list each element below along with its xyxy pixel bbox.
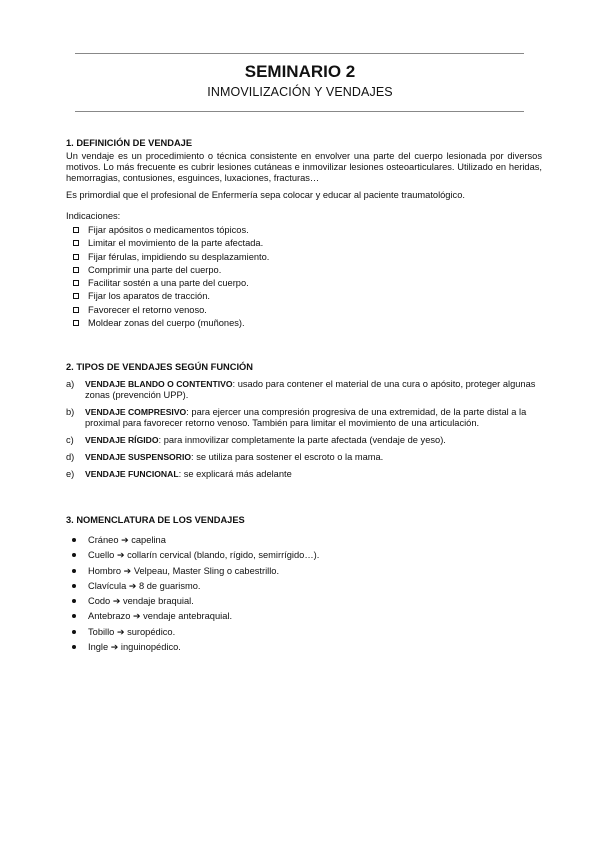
list-item: a) VENDAJE BLANDO O CONTENTIVO: usado para contener el material de una cura o apósito, proteger algunas zonas (prevención UPP). [66, 379, 536, 400]
right-arrow-icon: ➔ [121, 536, 129, 546]
checkbox-bullet-icon [73, 267, 79, 273]
list-item: c) VENDAJE RÍGIDO: para inmovilizar completamente la parte afectada (vendaje de yeso). [66, 435, 446, 445]
list-item: Cuello ➔ collarín cervical (blando, rígido, semirrígido…). [66, 548, 319, 563]
bullet-icon [72, 614, 76, 618]
right-arrow-icon: ➔ [116, 627, 125, 638]
checkbox-bullet-icon [73, 280, 79, 286]
list-item: Tobillo ➔ suropédico. [66, 625, 319, 640]
bullet-icon [72, 599, 76, 603]
page-title: SEMINARIO 2 [244, 62, 356, 81]
list-item: d) VENDAJE SUSPENSORIO: se utiliza para sostener el escroto o la mama. [66, 452, 384, 462]
section-1-heading: 1. DEFINICIÓN DE VENDAJE [66, 138, 193, 148]
checkbox-bullet-icon [73, 227, 79, 233]
bullet-icon [72, 553, 76, 557]
section-1-paragraph-2: Es primordial que el profesional de Enfermería sepa colocar y educar al paciente traumatológico. [66, 190, 465, 200]
list-item: Codo ➔ vendaje braquial. [66, 594, 319, 609]
header-bottom-rule [75, 111, 524, 112]
right-arrow-icon: ➔ [123, 566, 132, 577]
list-item: Comprimir una parte del cuerpo. [66, 264, 269, 277]
right-arrow-icon: ➔ [112, 597, 121, 608]
checkbox-bullet-icon [73, 240, 79, 246]
bullet-icon [72, 584, 76, 588]
list-item: Facilitar sostén a una parte del cuerpo. [66, 277, 269, 290]
top-rule [75, 53, 524, 54]
checkbox-bullet-icon [73, 307, 79, 313]
bullet-icon [72, 630, 76, 634]
list-item: Cráneo ➔ capelina [66, 533, 319, 548]
bullet-icon [72, 538, 76, 542]
checkbox-bullet-icon [73, 320, 79, 326]
list-item: Limitar el movimiento de la parte afectada. [66, 237, 269, 250]
list-item: Ingle ➔ inguinopédico. [66, 640, 319, 655]
list-item: Favorecer el retorno venoso. [66, 304, 269, 317]
checkbox-bullet-icon [73, 254, 79, 260]
indications-label: Indicaciones: [66, 211, 121, 221]
right-arrow-icon: ➔ [132, 612, 141, 623]
indications-list [66, 224, 269, 330]
list-item: Fijar férulas, impidiendo su desplazamiento. [66, 251, 269, 264]
list-item: Clavícula ➔ 8 de guarismo. [66, 579, 319, 594]
list-item: Moldear zonas del cuerpo (muñones). [66, 317, 269, 330]
nomenclature-list [66, 533, 319, 655]
list-item: Fijar apósitos o medicamentos tópicos. [66, 224, 269, 237]
list-item: Fijar los aparatos de tracción. [66, 290, 269, 303]
bullet-icon [72, 569, 76, 573]
right-arrow-icon: ➔ [110, 643, 119, 654]
right-arrow-icon: ➔ [116, 551, 125, 562]
right-arrow-icon: ➔ [128, 581, 137, 592]
bullet-icon [72, 645, 76, 649]
section-3-heading: 3. NOMENCLATURA DE LOS VENDAJES [66, 515, 245, 525]
page-subtitle: INMOVILIZACIÓN Y VENDAJES [207, 85, 393, 99]
list-item: b) VENDAJE COMPRESIVO: para ejercer una compresión progresiva de una extremidad, de la parte distal a la proximal para favorecer retorno venoso. También para limitar el movimiento de una articulación. [66, 407, 527, 428]
list-item: e) VENDAJE FUNCIONAL: se explicará más adelante [66, 469, 292, 479]
checkbox-bullet-icon [73, 293, 79, 299]
section-2-heading: 2. TIPOS DE VENDAJES SEGÚN FUNCIÓN [66, 362, 254, 372]
list-item: Hombro ➔ Velpeau, Master Sling o cabestrillo. [66, 564, 319, 579]
function-types-list [66, 379, 546, 486]
list-item: Antebrazo ➔ vendaje antebraquial. [66, 609, 319, 624]
section-1-paragraph-1: Un vendaje es un procedimiento o técnica consistente en envolver una parte del cuerpo lesionada por diversos motivos. Lo más frecuente es cubrir lesiones cutáneas e inmovilizar lesiones osteoarticulares. Utilizado en heridas, hemorragias, contusiones, esguinces, luxaciones, fracturas… [66, 151, 542, 183]
